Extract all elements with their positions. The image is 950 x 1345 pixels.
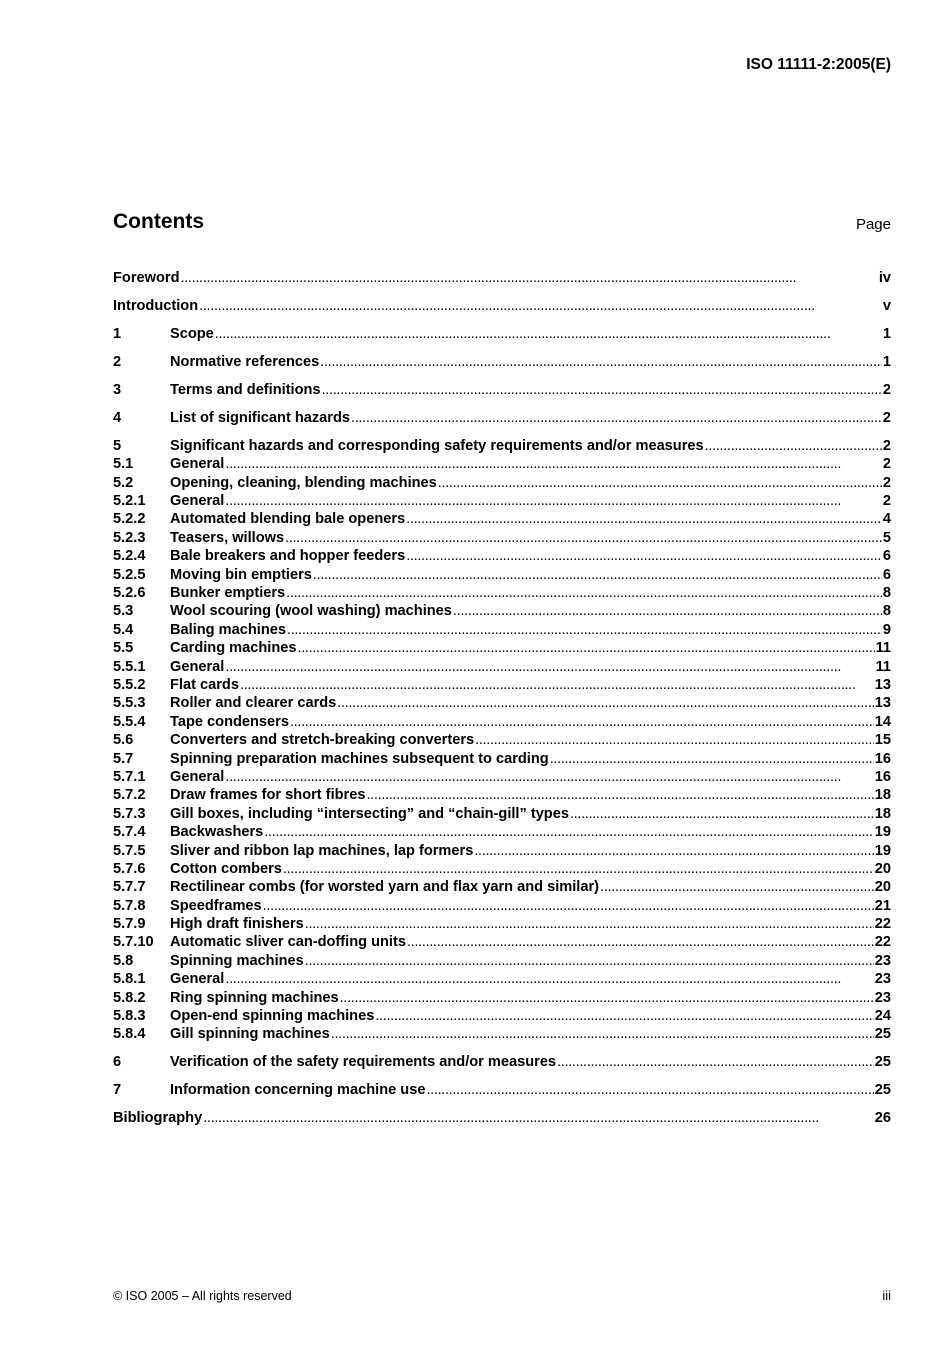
- toc-dot-leader: [340, 989, 874, 1007]
- toc-entry-title[interactable]: Baling machines: [170, 621, 286, 638]
- toc-dot-leader: [375, 1007, 873, 1025]
- toc-dot-leader: [180, 269, 877, 287]
- toc-entry-number: 6: [113, 1054, 122, 1071]
- toc-entry[interactable]: [113, 694, 891, 712]
- toc-entry-page[interactable]: 2: [882, 409, 891, 426]
- toc-entry-page[interactable]: 23: [874, 971, 891, 988]
- toc-entry[interactable]: [113, 584, 891, 602]
- toc-entry-number: 3: [113, 381, 122, 398]
- toc-entry-title[interactable]: High draft finishers: [170, 916, 304, 933]
- toc-entry[interactable]: [113, 731, 891, 749]
- toc-entry-title[interactable]: Carding machines: [170, 640, 297, 657]
- toc-entry-title[interactable]: Automated blending bale openers: [170, 511, 406, 528]
- toc-entry-page[interactable]: 11: [875, 640, 891, 657]
- toc-entry[interactable]: [113, 1053, 891, 1071]
- toc-entry-title[interactable]: Backwashers: [170, 824, 264, 841]
- toc-entry-page[interactable]: 8: [882, 585, 891, 602]
- toc-entry-page[interactable]: 25: [874, 1082, 891, 1099]
- toc-dot-leader: [337, 694, 873, 712]
- toc-entry[interactable]: [113, 970, 891, 988]
- toc-entry-title[interactable]: List of significant hazards: [170, 409, 351, 426]
- toc-dot-leader: [351, 409, 882, 427]
- toc-entry-page[interactable]: 25: [874, 1026, 891, 1043]
- toc-entry-page[interactable]: 20: [874, 879, 891, 896]
- toc-entry[interactable]: [113, 381, 891, 399]
- toc-entry-number: 5: [113, 437, 122, 454]
- toc-dot-leader: [290, 713, 874, 731]
- toc-entry-title[interactable]: Verification of the safety requirements and/or measures: [170, 1054, 557, 1071]
- toc-entry[interactable]: [113, 602, 891, 620]
- toc-entry-title[interactable]: Automatic sliver can-doffing units: [170, 934, 406, 951]
- footer-page-number: iii: [882, 1288, 891, 1303]
- toc-entry-number: 5.8.1: [113, 971, 146, 988]
- toc-entry-title[interactable]: General: [170, 768, 225, 785]
- toc-dot-leader: [313, 566, 882, 584]
- toc-dot-leader: [263, 897, 874, 915]
- toc-entry-page[interactable]: 9: [882, 621, 891, 638]
- toc-entry-number: 5.8: [113, 952, 134, 969]
- toc-entry-title[interactable]: Sliver and ribbon lap machines, lap formers: [170, 842, 474, 859]
- toc-entry[interactable]: [113, 676, 891, 694]
- toc-entry-title[interactable]: Foreword: [113, 270, 180, 286]
- toc-entry[interactable]: [113, 823, 891, 841]
- toc-dot-leader: [225, 455, 882, 473]
- toc-entry-page[interactable]: 15: [874, 732, 891, 749]
- toc-entry-number: 5.7: [113, 750, 134, 767]
- toc-entry-title[interactable]: Scope: [170, 325, 214, 342]
- toc-dot-leader: [283, 860, 874, 878]
- toc-entry[interactable]: [113, 897, 891, 915]
- toc-entry-number: 5.5.1: [113, 658, 146, 675]
- toc-dot-leader: [550, 750, 874, 768]
- toc-entry[interactable]: [113, 1025, 891, 1043]
- toc-dot-leader: [225, 970, 873, 988]
- toc-entry-title[interactable]: Teasers, willows: [170, 529, 285, 546]
- toc-entry-number: 5.7.10: [113, 934, 154, 951]
- toc-entry-title[interactable]: Terms and definitions: [170, 381, 321, 398]
- toc-entry-page[interactable]: 11: [875, 658, 891, 675]
- toc-entry[interactable]: [113, 1081, 891, 1099]
- toc-dot-leader: [305, 915, 874, 933]
- footer-copyright: © ISO 2005 – All rights reserved: [113, 1289, 292, 1303]
- toc-entry-page[interactable]: 21: [874, 897, 891, 914]
- toc-entry-title[interactable]: Tape condensers: [170, 713, 289, 730]
- toc-entry-number: 5.7.6: [113, 860, 146, 877]
- toc-dot-leader: [438, 474, 882, 492]
- toc-dot-leader: [600, 878, 874, 896]
- toc-entry-number: 5.5.3: [113, 695, 146, 712]
- toc-dot-leader: [426, 1081, 873, 1099]
- toc-entry[interactable]: [113, 621, 891, 639]
- toc-entry-number: 5.5.2: [113, 676, 146, 693]
- toc-entry-page[interactable]: 2: [882, 493, 891, 510]
- toc-entry[interactable]: [113, 750, 891, 768]
- toc-entry[interactable]: [113, 658, 891, 676]
- toc-entry[interactable]: [113, 297, 891, 315]
- toc-entry-title[interactable]: Moving bin emptiers: [170, 566, 312, 583]
- toc-entry[interactable]: [113, 269, 891, 287]
- toc-entry-page[interactable]: 13: [874, 695, 891, 712]
- toc-dot-leader: [474, 842, 873, 860]
- toc-entry-title[interactable]: Spinning machines: [170, 952, 304, 969]
- toc-entry-number: 5.7.4: [113, 824, 146, 841]
- toc-entry-number: 5.7.5: [113, 842, 146, 859]
- toc-entry-number: 5.7.1: [113, 768, 146, 785]
- toc-entry-title[interactable]: General: [170, 493, 225, 510]
- toc-entry[interactable]: [113, 768, 891, 786]
- toc-dot-leader: [305, 952, 874, 970]
- toc-entry-title[interactable]: Bibliography: [113, 1110, 203, 1127]
- toc-entry-number: 5.7.8: [113, 897, 146, 914]
- toc-dot-leader: [199, 297, 882, 315]
- contents-title: Contents: [113, 210, 204, 233]
- toc-entry-page[interactable]: 5: [882, 529, 891, 546]
- toc-entry-page[interactable]: 25: [874, 1054, 891, 1071]
- toc-entry-number: 5.5.4: [113, 713, 146, 730]
- toc-entry-page[interactable]: 8: [882, 603, 891, 620]
- toc-dot-leader: [286, 584, 882, 602]
- toc-entry-title[interactable]: Draw frames for short fibres: [170, 787, 366, 804]
- toc-entry-page[interactable]: 2: [882, 381, 891, 398]
- toc-entry-number: 4: [113, 409, 122, 426]
- toc-entry[interactable]: [113, 437, 891, 455]
- toc-dot-leader: [285, 529, 882, 547]
- toc-entry-title[interactable]: Roller and clearer cards: [170, 695, 337, 712]
- toc-entry-page[interactable]: 18: [874, 805, 891, 822]
- toc-entry-page[interactable]: 22: [874, 934, 891, 951]
- toc-entry-title[interactable]: Opening, cleaning, blending machines: [170, 474, 437, 491]
- toc-dot-leader: [475, 731, 874, 749]
- toc-dot-leader: [453, 602, 882, 620]
- toc-entry-title[interactable]: General: [170, 658, 225, 675]
- toc-entry-title[interactable]: Bale breakers and hopper feeders: [170, 548, 406, 565]
- toc-entry-page[interactable]: 26: [874, 1110, 891, 1127]
- toc-entry-number: 5.5: [113, 640, 134, 657]
- toc-entry-number: 5.2.4: [113, 548, 146, 565]
- toc-entry[interactable]: [113, 325, 891, 343]
- table-of-contents: [113, 269, 891, 1128]
- toc-entry-page[interactable]: 16: [874, 750, 891, 767]
- toc-dot-leader: [705, 437, 882, 455]
- toc-entry-page[interactable]: 18: [874, 787, 891, 804]
- toc-entry[interactable]: [113, 786, 891, 804]
- toc-entry[interactable]: [113, 409, 891, 427]
- toc-entry-number: 5.2: [113, 474, 134, 491]
- toc-entry-title[interactable]: Gill spinning machines: [170, 1026, 330, 1043]
- toc-entry-number: 5.7.7: [113, 879, 146, 896]
- toc-entry-number: 7: [113, 1082, 122, 1099]
- toc-entry[interactable]: [113, 529, 891, 547]
- toc-entry-title[interactable]: Speedframes: [170, 897, 262, 914]
- toc-entry-number: 5.8.2: [113, 989, 146, 1006]
- toc-entry-title[interactable]: Rectilinear combs (for worsted yarn and flax yarn and similar): [170, 879, 600, 896]
- toc-entry[interactable]: [113, 474, 891, 492]
- toc-entry-page[interactable]: 4: [882, 511, 891, 528]
- toc-entry-page[interactable]: 2: [882, 437, 891, 454]
- toc-dot-leader: [322, 381, 882, 399]
- toc-entry[interactable]: [113, 878, 891, 896]
- toc-entry-page[interactable]: 6: [882, 548, 891, 565]
- toc-entry[interactable]: [113, 915, 891, 933]
- toc-entry-page[interactable]: 1: [882, 353, 891, 370]
- toc-entry-number: 5.1: [113, 456, 134, 473]
- toc-entry-page[interactable]: 6: [882, 566, 891, 583]
- toc-entry-page[interactable]: v: [882, 297, 891, 314]
- toc-entry-title[interactable]: General: [170, 456, 225, 473]
- toc-dot-leader: [366, 786, 873, 804]
- toc-dot-leader: [331, 1025, 874, 1043]
- page-column-label: Page: [855, 216, 891, 233]
- toc-entry-title[interactable]: Information concerning machine use: [170, 1082, 426, 1099]
- toc-entry-title[interactable]: Gill boxes, including “intersecting” and “chain-gill” types: [170, 805, 569, 822]
- toc-entry-page[interactable]: 13: [874, 676, 891, 693]
- toc-entry-title[interactable]: Introduction: [113, 297, 199, 314]
- toc-entry-title[interactable]: Normative references: [170, 353, 320, 370]
- toc-entry[interactable]: [113, 353, 891, 371]
- toc-entry-number: 5.2.1: [113, 493, 146, 510]
- toc-entry[interactable]: [113, 1007, 891, 1025]
- toc-entry-number: 5.2.6: [113, 585, 146, 602]
- toc-dot-leader: [225, 492, 882, 510]
- toc-entry-number: 5.2.2: [113, 511, 146, 528]
- toc-entry-page[interactable]: 19: [874, 824, 891, 841]
- toc-entry[interactable]: [113, 492, 891, 510]
- toc-entry[interactable]: [113, 455, 891, 473]
- toc-entry-number: 5.7.3: [113, 805, 146, 822]
- toc-entry-page[interactable]: 2: [882, 474, 891, 491]
- toc-entry[interactable]: [113, 933, 891, 951]
- toc-dot-leader: [264, 823, 873, 841]
- toc-entry-number: 5.2.3: [113, 529, 146, 546]
- toc-dot-leader: [320, 353, 882, 371]
- toc-entry-number: 5.2.5: [113, 566, 146, 583]
- toc-dot-leader: [407, 933, 874, 951]
- toc-entry[interactable]: [113, 547, 891, 565]
- toc-dot-leader: [215, 325, 882, 343]
- toc-entry[interactable]: [113, 860, 891, 878]
- toc-entry-number: 5.7.2: [113, 787, 146, 804]
- toc-entry-title[interactable]: Significant hazards and corresponding safety requirements and/or measures: [170, 437, 704, 454]
- toc-entry-title[interactable]: Open-end spinning machines: [170, 1008, 375, 1025]
- toc-dot-leader: [406, 510, 882, 528]
- toc-dot-leader: [225, 768, 873, 786]
- toc-entry[interactable]: [113, 639, 891, 657]
- toc-entry[interactable]: [113, 566, 891, 584]
- toc-entry[interactable]: [113, 805, 891, 823]
- toc-entry-title[interactable]: General: [170, 971, 225, 988]
- toc-entry-page[interactable]: 23: [874, 989, 891, 1006]
- toc-entry-title[interactable]: Ring spinning machines: [170, 989, 339, 1006]
- toc-entry-number: 5.3: [113, 603, 134, 620]
- toc-entry-number: 5.8.4: [113, 1026, 146, 1043]
- toc-entry-page[interactable]: 2: [882, 456, 891, 473]
- toc-entry-page[interactable]: 20: [874, 860, 891, 877]
- toc-entry-page[interactable]: 19: [874, 842, 891, 859]
- toc-entry[interactable]: [113, 952, 891, 970]
- document-id: ISO 11111-2:2005(E): [746, 56, 891, 73]
- toc-entry-number: 5.6: [113, 732, 134, 749]
- toc-dot-leader: [240, 676, 874, 694]
- toc-entry[interactable]: [113, 1109, 891, 1127]
- toc-dot-leader: [287, 621, 882, 639]
- toc-entry-page[interactable]: iv: [878, 270, 891, 286]
- toc-entry[interactable]: [113, 989, 891, 1007]
- toc-entry-page[interactable]: 23: [874, 952, 891, 969]
- toc-entry-title[interactable]: Converters and stretch-breaking converters: [170, 732, 475, 749]
- toc-entry-page[interactable]: 14: [874, 713, 891, 730]
- toc-entry-page[interactable]: 22: [874, 916, 891, 933]
- toc-entry-page[interactable]: 1: [882, 325, 891, 342]
- toc-entry[interactable]: [113, 842, 891, 860]
- toc-entry-number: 2: [113, 353, 122, 370]
- toc-entry-number: 1: [113, 325, 122, 342]
- toc-entry-number: 5.8.3: [113, 1008, 146, 1025]
- toc-dot-leader: [557, 1053, 874, 1071]
- toc-entry-page[interactable]: 24: [874, 1008, 891, 1025]
- toc-entry-title[interactable]: Cotton combers: [170, 860, 282, 877]
- toc-entry-title[interactable]: Spinning preparation machines subsequent to carding: [170, 750, 549, 767]
- toc-dot-leader: [406, 547, 882, 565]
- toc-entry-number: 5.7.9: [113, 916, 146, 933]
- toc-entry[interactable]: [113, 713, 891, 731]
- toc-dot-leader: [570, 805, 874, 823]
- toc-entry-title[interactable]: Flat cards: [170, 676, 239, 693]
- toc-entry-page[interactable]: 16: [874, 768, 891, 785]
- toc-entry[interactable]: [113, 510, 891, 528]
- toc-dot-leader: [203, 1109, 874, 1127]
- toc-entry-title[interactable]: Bunker emptiers: [170, 585, 286, 602]
- toc-entry-title[interactable]: Wool scouring (wool washing) machines: [170, 603, 452, 620]
- toc-dot-leader: [298, 639, 875, 657]
- toc-entry-number: 5.4: [113, 621, 134, 638]
- toc-dot-leader: [225, 658, 874, 676]
